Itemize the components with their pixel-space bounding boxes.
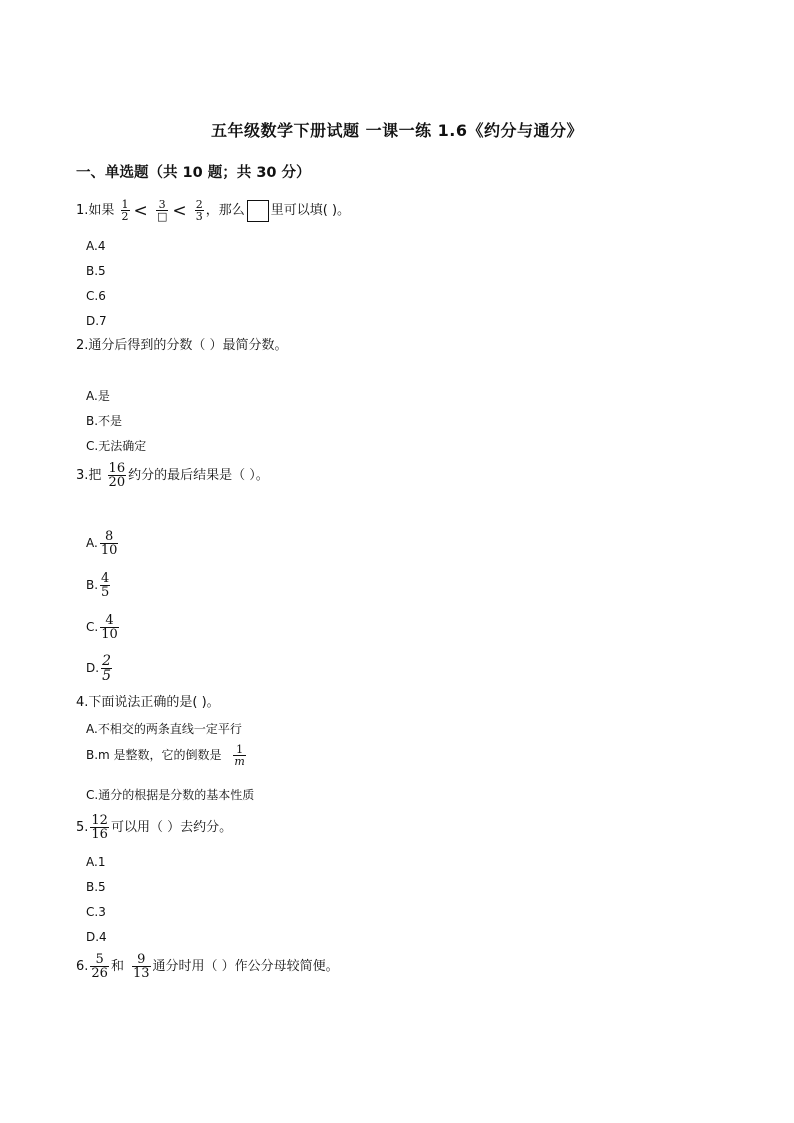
question-3-option-a: A. $\frac{8}{10}$ bbox=[86, 529, 118, 558]
question-6-suffix: 通分时用（ ）作公分母较简便。 bbox=[152, 959, 339, 974]
question-3-option-c: C. $\frac{4}{10}$ bbox=[86, 613, 118, 642]
section-heading: 一、单选题（共 10 题；共 30 分） bbox=[76, 165, 311, 181]
fraction: $\frac{4}{10}$ bbox=[101, 613, 118, 642]
fraction: $\frac{12}{16}$ bbox=[91, 813, 108, 842]
fraction: $\frac{3}{□}$ bbox=[156, 198, 168, 223]
question-4-option-b: B.m 是整数，它的倒数是 $\frac{1}{m}$ bbox=[86, 743, 245, 768]
page-title: 五年级数学下册试题 一课一练 1.6《约分与通分》 bbox=[211, 121, 583, 140]
question-2-option: C.无法确定 bbox=[86, 439, 147, 453]
question-3-suffix: 约分的最后结果是（ ）。 bbox=[128, 468, 269, 483]
question-2: 2.通分后得到的分数（ ）最简分数。 bbox=[76, 338, 288, 353]
fraction: $\frac{1}{m}$ bbox=[234, 743, 245, 768]
question-4: 4.下面说法正确的是( )。 bbox=[76, 695, 220, 710]
question-1-option: C.6 bbox=[86, 289, 106, 303]
question-5-option: A.1 bbox=[86, 855, 106, 869]
question-6: 6. $\frac{5}{26}$ 和 $\frac{9}{13}$ 通分时用（ ）作公分母较简便。 bbox=[76, 952, 339, 981]
fraction: $\frac{9}{13}$ bbox=[132, 952, 150, 981]
answer-box bbox=[247, 200, 269, 222]
question-5-option: B.5 bbox=[86, 880, 106, 894]
question-1 bbox=[76, 199, 350, 222]
question-1-mid: ，那么 bbox=[205, 203, 245, 218]
question-4-option-a: A.不相交的两条直线一定平行 bbox=[86, 722, 242, 736]
question-1-option: B.5 bbox=[86, 264, 106, 278]
question-5-option: D.4 bbox=[86, 930, 107, 944]
question-1-prefix: 1.如果 bbox=[76, 203, 115, 218]
less-than-sign: < bbox=[172, 200, 187, 221]
fraction: $\frac{2}{5}$ bbox=[102, 653, 111, 684]
less-than-sign: < bbox=[133, 200, 148, 221]
fraction: $\frac{16}{20}$ bbox=[108, 461, 126, 490]
question-5-suffix: 可以用（ ）去约分。 bbox=[110, 820, 233, 835]
question-1-option: D.7 bbox=[86, 314, 107, 328]
fraction: $\frac{4}{5}$ bbox=[101, 571, 110, 600]
question-3-option-d: D. $\frac{2}{5}$ bbox=[86, 653, 111, 684]
question-1-option: A.4 bbox=[86, 239, 106, 253]
question-5: 5. $\frac{12}{16}$ 可以用（ ）去约分。 bbox=[76, 813, 233, 842]
question-5-option: C.3 bbox=[86, 905, 106, 919]
question-3-option-b: B. $\frac{4}{5}$ bbox=[86, 571, 110, 600]
fraction: $\frac{8}{10}$ bbox=[100, 529, 118, 558]
question-2-option: B.不是 bbox=[86, 414, 123, 428]
question-3 bbox=[76, 462, 269, 489]
question-3-prefix: 3.把 bbox=[76, 468, 102, 483]
fraction: $\frac{1}{2}$ bbox=[121, 198, 129, 223]
question-1-suffix: 里可以填( )。 bbox=[270, 203, 351, 218]
question-2-option: A.是 bbox=[86, 389, 110, 403]
fraction: $\frac{5}{26}$ bbox=[91, 952, 108, 981]
question-4-option-c: C.通分的根据是分数的基本性质 bbox=[86, 788, 255, 802]
fraction: $\frac{2}{3}$ bbox=[195, 198, 203, 223]
